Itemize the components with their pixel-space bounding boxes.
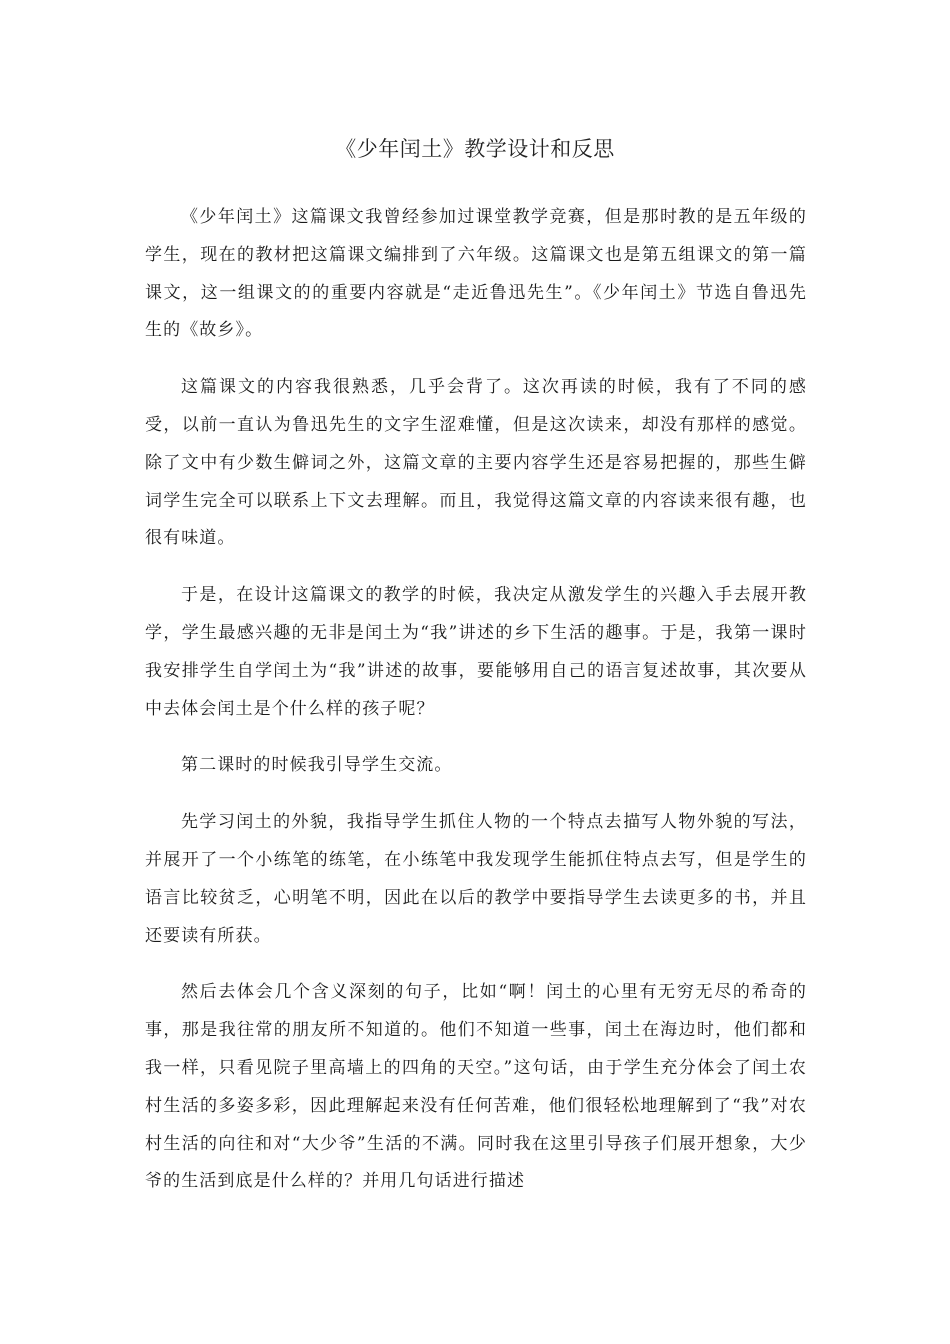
paragraph-4: 第二课时的时候我引导学生交流。 (181, 755, 453, 776)
paragraph-1: 《少年闰土》这篇课文我曾经参加过课堂教学竞赛，但是那时教的是五年级的学生，现在的教材把这篇课文编排到了六年级。这篇课文也是第五组课文的第一篇课文，这一组课文的的重要内容就是“走近鲁迅先生”。《少年闰土》节选自鲁迅先生的《故乡》。 (145, 207, 807, 341)
paragraph-3: 于是，在设计这篇课文的教学的时候，我决定从激发学生的兴趣入手去展开教学，学生最感兴趣的无非是闰土为“我”讲述的乡下生活的趣事。于是，我第一课时我安排学生自学闰土为“我”讲述的故事，要能够用自己的语言复述故事，其次要从中去体会闰土是个什么样的孩子呢？ (145, 585, 807, 719)
paragraph-2: 这篇课文的内容我很熟悉，几乎会背了。这次再读的时候，我有了不同的感受，以前一直认为鲁迅先生的文字生涩难懂，但是这次读来，却没有那样的感觉。除了文中有少数生僻词之外，这篇文章的主要内容学生还是容易把握的，那些生僻词学生完全可以联系上下文去理解。而且，我觉得这篇文章的内容读来很有趣，也很有味道。 (145, 377, 807, 549)
document-body (145, 199, 807, 1220)
paragraph-5: 先学习闰土的外貌，我指导学生抓住人物的一个特点去描写人物外貌的写法，并展开了一个小练笔的练笔，在小练笔中我发现学生能抓住特点去写，但是学生的语言比较贫乏，心明笔不明，因此在以后的教学中要指导学生去读更多的书，并且还要读有所获。 (145, 812, 807, 946)
document-title: 《少年闰土》教学设计和反思 (335, 137, 615, 161)
paragraph-6: 然后去体会几个含义深刻的句子，比如“啊！闰土的心里有无穷无尽的希奇的事，那是我往常的朋友所不知道的。他们不知道一些事，闰土在海边时，他们都和我一样，只看见院子里高墙上的四角的天空。”这句话，由于学生充分体会了闰土农村生活的多姿多彩，因此理解起来没有任何苦难，他们很轻松地理解到了“我”对农村生活的向往和对“大少爷”生活的不满。同时我在这里引导孩子们展开想象，大少爷的生活到底是什么样的？并用几句话进行描述 (145, 982, 807, 1192)
